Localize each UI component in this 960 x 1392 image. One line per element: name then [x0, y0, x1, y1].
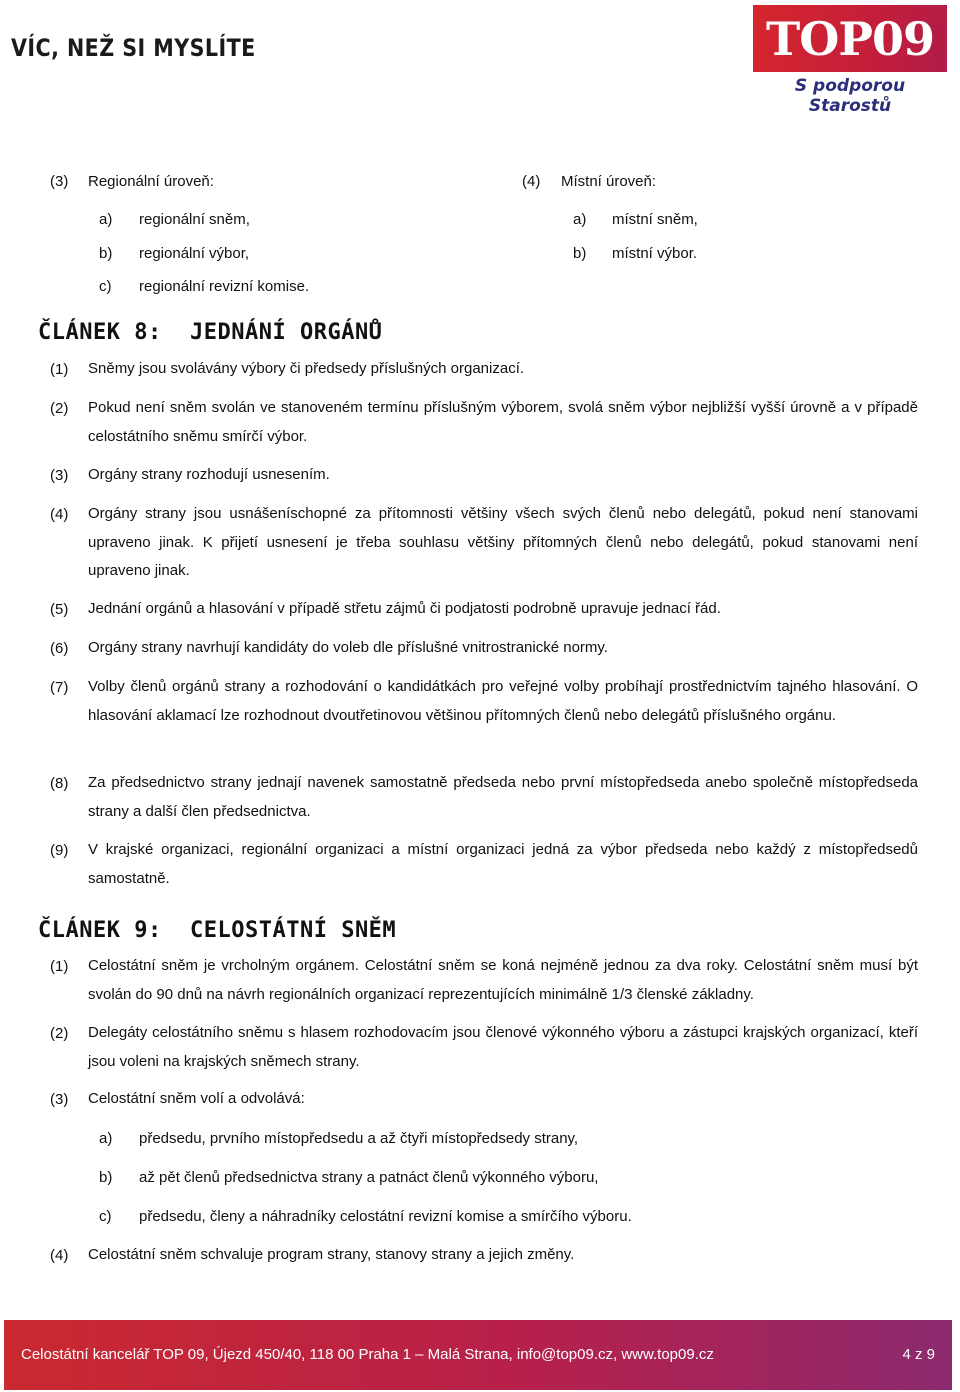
article-heading — [38, 320, 383, 345]
paragraph-number: (8) — [50, 775, 69, 792]
paragraph-text: Celostátní sněm je vrcholným orgánem. Celostátní sněm se koná nejméně jednou za dva roky. Celostátní sněm musí být svolán do 90 dnů na návrh regionálních organizací reprezentujících minimálně 1/3 členské základny. — [88, 957, 918, 1003]
article-title: JEDNÁNÍ ORGÁNŮ — [190, 320, 383, 345]
logo-text: TOP09 — [766, 11, 934, 66]
list-item: regionální sněm, — [139, 211, 250, 228]
paragraph-number: (4) — [50, 506, 69, 523]
paragraph-number: (9) — [50, 842, 69, 859]
paragraph-number: (2) — [50, 1025, 69, 1042]
level-title: Místní úroveň: — [561, 173, 657, 190]
paragraph-text: Pokud není sněm svolán ve stanoveném termínu příslušným výborem, svolá sněm výbor nejbližší vyšší úrovně a v případě celostátního sněmu smírčí výbor. — [88, 399, 918, 445]
level-number: (4) — [522, 173, 541, 190]
list-letter: a) — [99, 211, 113, 228]
page-number: 4 z 9 — [902, 1346, 935, 1363]
paragraph-number: (1) — [50, 958, 69, 975]
list-item: regionální revizní komise. — [139, 278, 310, 295]
paragraph-text: Delegáty celostátního sněmu s hlasem rozhodovacím jsou členové výkonného výboru a zástupci krajských organizací, kteří jsou voleni na krajských sněmech strany. — [88, 1024, 918, 1070]
level-title: Regionální úroveň: — [88, 173, 214, 190]
paragraph-number: (2) — [50, 400, 69, 417]
list-letter: b) — [573, 245, 587, 262]
level-number: (3) — [50, 173, 69, 190]
paragraph-number: (3) — [50, 467, 69, 484]
paragraph-number: (5) — [50, 601, 69, 618]
paragraph-text: Volby členů orgánů strany a rozhodování o kandidátkách pro veřejné volby probíhají prostřednictvím tajného hlasování. O hlasování aklamací lze rozhodnout dvoutřetinovou většinou přítomných členů nebo delegátů příslušného orgánu. — [88, 678, 918, 724]
paragraph-number: (1) — [50, 361, 69, 378]
paragraph-text: Celostátní sněm volí a odvolává: — [88, 1090, 305, 1107]
list-letter: b) — [99, 245, 113, 262]
list-letter: c) — [99, 1208, 112, 1225]
list-item: předsedu, členy a náhradníky celostátní revizní komise a smírčího výboru. — [139, 1208, 632, 1225]
article-heading — [38, 918, 397, 943]
paragraph-number: (6) — [50, 640, 69, 657]
list-letter: b) — [99, 1169, 113, 1186]
list-letter: a) — [573, 211, 587, 228]
paragraph-text: Orgány strany jsou usnášeníschopné za přítomnosti většiny všech svých členů nebo delegátů, pokud není stanovami upraveno jinak. K přijetí usnesení je třeba souhlasu většiny přítomných členů nebo delegátů, pokud stanovami není upraveno jinak. — [88, 505, 918, 579]
paragraph-text: Orgány strany navrhují kandidáty do voleb dle příslušné vnitrostranické normy. — [88, 639, 608, 656]
paragraph-number: (7) — [50, 679, 69, 696]
list-item: regionální výbor, — [139, 245, 250, 262]
paragraph-text: Za předsednictvo strany jednají navenek samostatně předseda nebo první místopředseda anebo společně místopředseda strany a další člen předsednictva. — [88, 774, 918, 820]
paragraph-text: Orgány strany rozhodují usnesením. — [88, 466, 330, 483]
paragraph-number: (3) — [50, 1091, 69, 1108]
paragraph-text: V krajské organizaci, regionální organizaci a místní organizaci jedná za výbor předseda nebo každý z místopředsedů samostatně. — [88, 841, 918, 887]
slogan: VÍC, NEŽ SI MYSLÍTE — [11, 34, 256, 62]
paragraph-number: (4) — [50, 1247, 69, 1264]
list-item: místní sněm, — [612, 211, 698, 228]
footer-address: Celostátní kancelář TOP 09, Újezd 450/40, 118 00 Praha 1 – Malá Strana, info@top09.cz, www.top09.cz — [21, 1346, 714, 1363]
article-label: ČLÁNEK 8: — [38, 320, 162, 345]
logo-box — [753, 5, 947, 72]
top09-logo — [753, 5, 947, 116]
paragraph-text: Celostátní sněm schvaluje program strany, stanovy strany a jejich změny. — [88, 1246, 575, 1263]
logo-subtitle: S podporou Starostů — [794, 76, 906, 116]
paragraph-text: Sněmy jsou svolávány výbory či předsedy příslušných organizací. — [88, 360, 525, 377]
list-letter: a) — [99, 1130, 113, 1147]
list-item: místní výbor. — [612, 245, 698, 262]
paragraph-text: Jednání orgánů a hlasování v případě střetu zájmů či podjatosti podrobně upravuje jednací řád. — [88, 600, 721, 617]
article-label: ČLÁNEK 9: — [38, 918, 162, 943]
article-title: CELOSTÁTNÍ SNĚM — [190, 918, 397, 943]
list-item: předsedu, prvního místopředsedu a až čtyři místopředsedy strany, — [139, 1130, 579, 1147]
list-item: až pět členů předsednictva strany a patnáct členů výkonného výboru, — [139, 1169, 599, 1186]
list-letter: c) — [99, 278, 112, 295]
footer-bar — [4, 1320, 952, 1390]
